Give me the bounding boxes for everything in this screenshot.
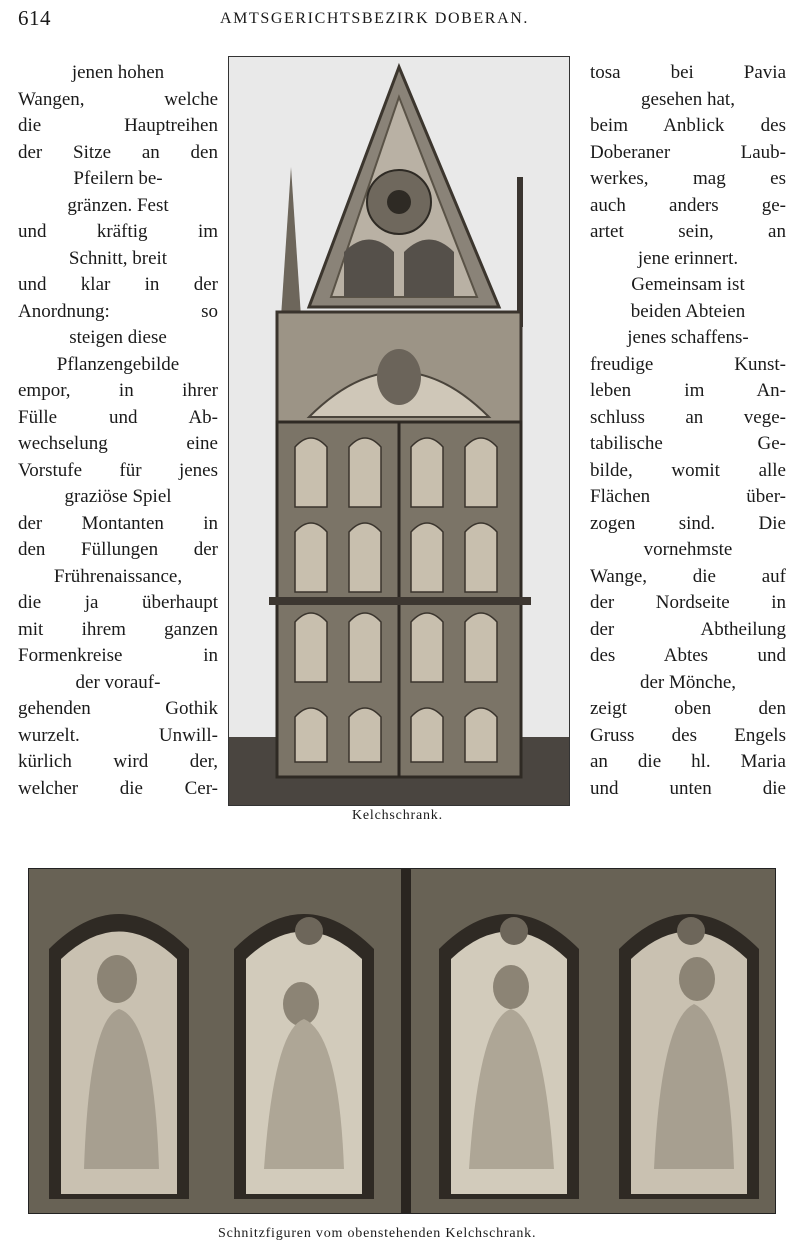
text-line: Doberaner Laub- [590, 141, 786, 163]
text-line: graziöse Spiel [64, 486, 172, 507]
text-line: leben im An- [590, 380, 786, 401]
text-line: steigen diese [69, 327, 167, 348]
text-line: zogen sind. Die [590, 512, 786, 534]
text-line: gränzen. Fest [67, 194, 169, 216]
text-line: an die hl. Maria [590, 751, 786, 772]
text-line: auch anders ge- [590, 194, 786, 216]
text-line: der Sitze an den [18, 141, 218, 163]
text-line: artet sein, an [590, 221, 786, 242]
text-line: und kräftig im [18, 221, 218, 242]
figure-caption-bottom: Schnitzfiguren vom obenstehenden Kelchschrank. [218, 1226, 537, 1241]
text-line: Fülle und Ab- [18, 406, 218, 428]
page-number: 614 [18, 6, 51, 30]
text-line: beiden Abteien [630, 300, 746, 322]
text-line: Gemeinsam ist [631, 274, 745, 295]
text-line: gehenden Gothik [18, 698, 218, 719]
text-line: Formenkreise in [18, 645, 218, 666]
text-line: die Hauptreihen [18, 115, 218, 136]
text-line: Pflanzengebilde [56, 353, 180, 375]
text-line: beim Anblick des [590, 115, 786, 136]
text-line: der Abtheilung [590, 618, 786, 640]
text-line: Wangen, welche [18, 88, 218, 110]
text-line: jene erinnert. [637, 247, 739, 269]
text-line: wechselung eine [18, 433, 218, 454]
text-line: empor, in ihrer [18, 380, 218, 401]
right-text-column [590, 60, 786, 802]
text-line: welcher die Cer- [18, 777, 218, 799]
text-line: der vorauf- [75, 671, 161, 693]
text-line: Flächen über- [590, 486, 786, 507]
text-line: und klar in der [18, 274, 218, 295]
text-line: schluss an vege- [590, 406, 786, 428]
text-line: Schnitt, breit [68, 247, 168, 269]
text-line: des Abtes und [590, 645, 786, 666]
text-line: Gruss des Engels [590, 724, 786, 746]
text-line: freudige Kunst- [590, 353, 786, 375]
text-line: tabilische Ge- [590, 433, 786, 454]
text-line: jenen hohen [71, 62, 165, 83]
figure-kelchschrank-photo [228, 56, 570, 806]
text-line: Wange, die auf [590, 565, 786, 587]
text-line: werkes, mag es [590, 168, 786, 189]
text-line: der Nordseite in [590, 592, 786, 613]
running-head: AMTSGERICHTSBEZIRK DOBERAN. [220, 10, 529, 27]
text-line: zeigt oben den [590, 698, 786, 719]
text-line: mit ihrem ganzen [18, 618, 218, 640]
text-line: tosa bei Pavia [590, 62, 786, 83]
text-line: gesehen hat, [641, 88, 735, 110]
left-text-column [18, 60, 218, 802]
text-line: vornehmste [643, 539, 733, 560]
text-line: den Füllungen der [18, 539, 218, 560]
text-line: die ja überhaupt [18, 592, 218, 613]
text-line: jenes schaffens- [627, 327, 749, 348]
text-line: bilde, womit alle [590, 459, 786, 481]
text-line: der Mönche, [639, 671, 737, 693]
text-line: Pfeilern be- [73, 168, 163, 189]
text-line: Vorstufe für jenes [18, 459, 218, 481]
text-line: und unten die [590, 777, 786, 799]
text-line: Frührenaissance, [53, 565, 183, 587]
text-line: kürlich wird der, [18, 751, 218, 772]
text-line: wurzelt. Unwill- [18, 724, 218, 746]
text-line: Anordnung: so [18, 300, 218, 322]
figure-caption-top: Kelchschrank. [352, 808, 443, 823]
figure-carved-figures-photo [28, 868, 776, 1214]
text-line: der Montanten in [18, 512, 218, 534]
